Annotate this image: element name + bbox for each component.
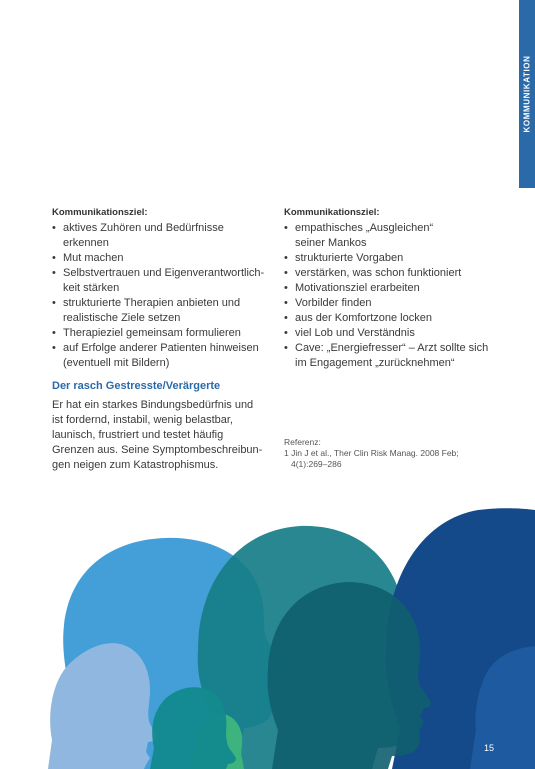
goal-list-item-line: • empathisches „Ausgleichen“ — [295, 222, 434, 234]
goal-list-item — [52, 266, 267, 296]
silhouette-pale-blue — [48, 643, 157, 769]
chapter-tab-label: KOMMUNIKATION — [522, 55, 532, 133]
goal-list-item — [284, 221, 499, 251]
goal-list-item — [284, 326, 499, 341]
goal-list-item-line: • Cave: „Energiefresser“ – Arzt sollte sich — [295, 342, 489, 354]
section-subheading: Der rasch Gestresste/Verärgerte — [52, 380, 221, 392]
goal-list-item-line: seiner Mankos — [295, 237, 367, 249]
paragraph-line: ist fordernd, instabil, wenig belastbar, — [52, 414, 233, 426]
left-column — [52, 205, 267, 371]
goal-list-item-line: • Vorbilder finden — [295, 297, 372, 309]
right-column — [284, 205, 499, 371]
right-goal-title: Kommunikationsziel: — [284, 207, 380, 218]
goal-list-item — [52, 251, 267, 266]
goal-list-item — [284, 266, 499, 281]
reference-block — [284, 437, 504, 470]
goal-list-item-line: realistische Ziele setzen — [63, 312, 181, 324]
goal-list-item-line: • verstärken, was schon funktioniert — [295, 267, 462, 279]
goal-list-item-line: • Selbstvertrauen und Eigenverantwortlich- — [63, 267, 265, 279]
goal-list-item — [52, 326, 267, 341]
paragraph-line: gen neigen zum Katastrophismus. — [52, 459, 219, 471]
reference-citation-cont: 4(1):269–286 — [291, 459, 342, 469]
reference-label: Referenz: — [284, 437, 321, 447]
goal-list-item-line: • aktives Zuhören und Bedürfnisse — [63, 222, 224, 234]
reference-citation: 1 Jin J et al., Ther Clin Risk Manag. 2008 Feb; — [284, 448, 459, 458]
goal-list-item-line: • strukturierte Vorgaben — [295, 252, 404, 264]
goal-list-item — [284, 296, 499, 311]
page-number: 15 — [484, 743, 495, 753]
goal-list-item-line: • Therapieziel gemeinsam formulieren — [63, 327, 241, 339]
goal-list-item-line: erkennen — [63, 237, 109, 249]
goal-list-item-line: • Mut machen — [63, 252, 124, 264]
goal-list-item-line: (eventuell mit Bildern) — [63, 357, 170, 369]
goal-list-item-line: • Motivationsziel erarbeiten — [295, 282, 420, 294]
right-goal-list — [284, 221, 499, 371]
goal-list-item — [52, 221, 267, 251]
goal-list-item — [284, 251, 499, 266]
chapter-tab — [519, 0, 535, 188]
left-goal-list — [52, 221, 267, 371]
goal-list-item — [52, 341, 267, 371]
goal-list-item-line: keit stärken — [63, 282, 120, 294]
section-paragraph — [52, 398, 267, 473]
goal-list-item-line: im Engagement „zurücknehmen“ — [295, 357, 455, 369]
goal-list-item — [52, 296, 267, 326]
goal-list-item-line: • strukturierte Therapien anbieten und — [63, 297, 241, 309]
head-silhouettes-illustration — [0, 490, 535, 769]
goal-list-item — [284, 311, 499, 326]
paragraph-line: Er hat ein starkes Bindungsbedürfnis und — [52, 399, 254, 411]
left-goal-title: Kommunikationsziel: — [52, 207, 148, 218]
goal-list-item — [284, 341, 499, 371]
paragraph-line: launisch, frustriert und testet häufig — [52, 429, 224, 441]
paragraph-line: Grenzen aus. Seine Symptombeschreibun- — [52, 444, 263, 456]
goal-list-item-line: • viel Lob und Verständnis — [295, 327, 415, 339]
silhouette-dark-teal — [267, 582, 430, 769]
goal-list-item — [284, 281, 499, 296]
goal-list-item-line: • aus der Komfortzone locken — [295, 312, 432, 324]
goal-list-item-line: • auf Erfolge anderer Patienten hinweisen — [63, 342, 259, 354]
